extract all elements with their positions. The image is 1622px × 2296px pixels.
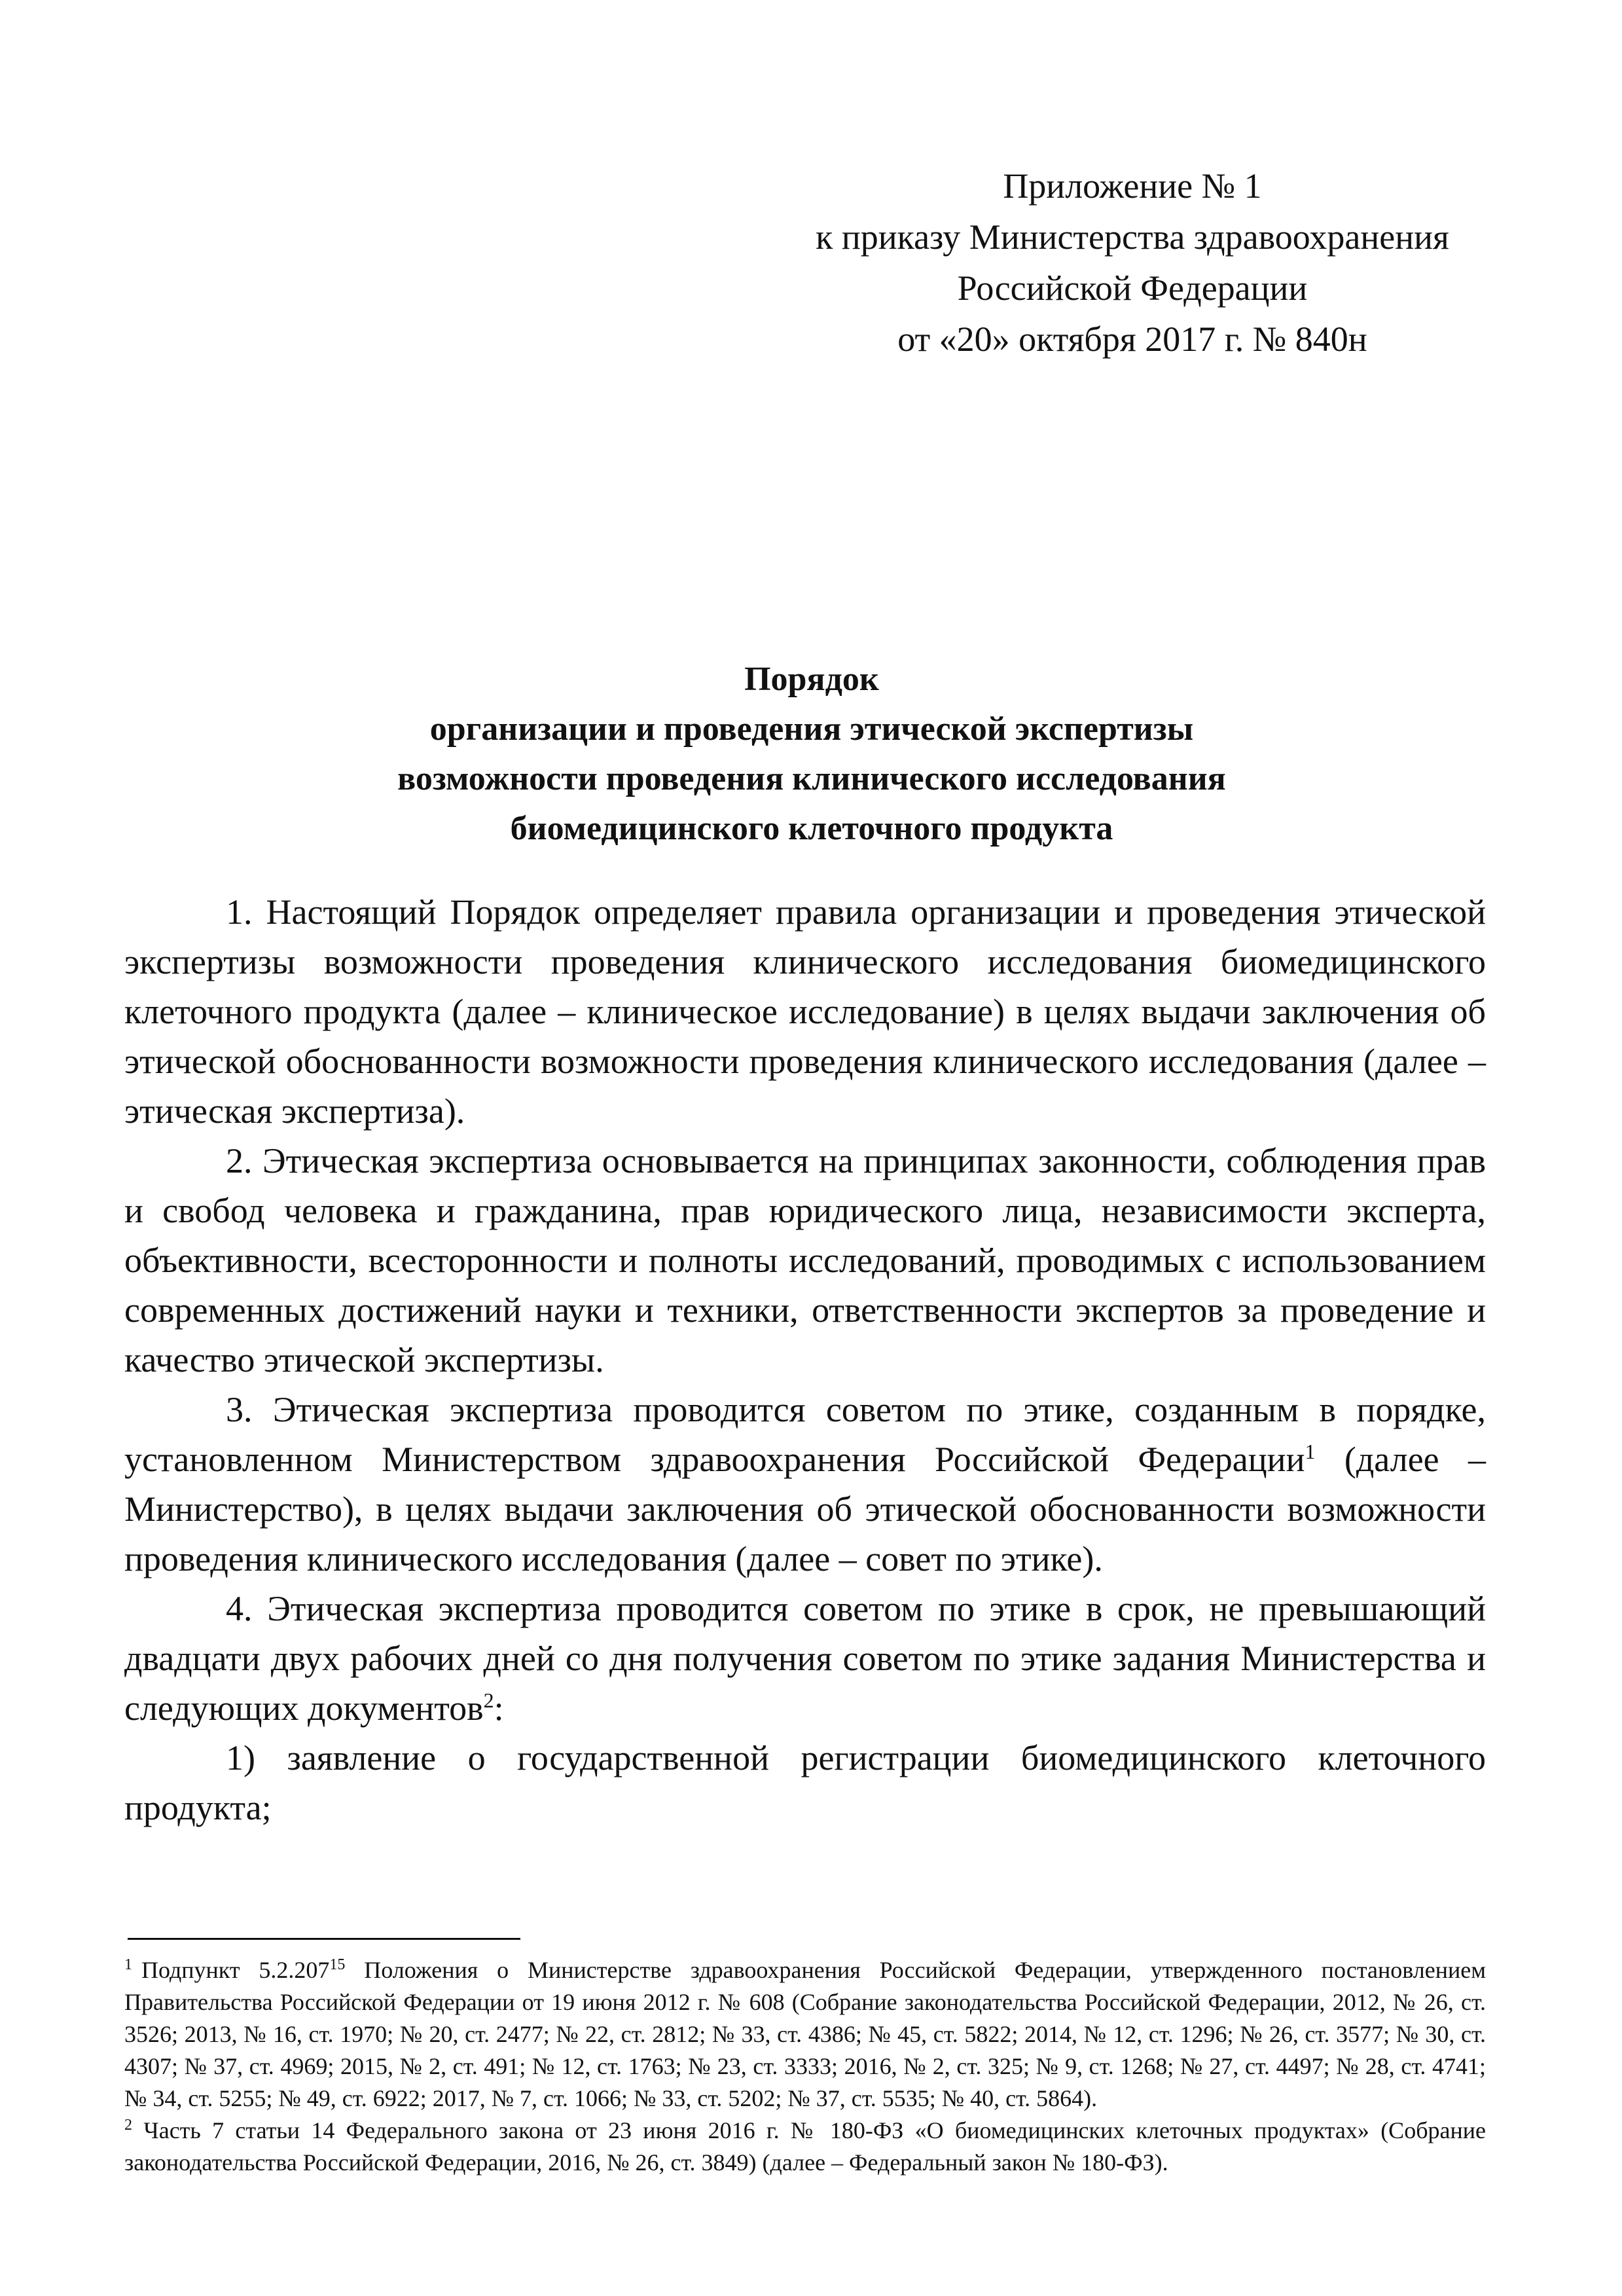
paragraph-1: 1. Настоящий Порядок определяет правила организации и проведения этической экспертизы возможности проведения клинического исследования биомедицинского клеточного продукта (далее – клиническое исследование) в целях выдачи заключения об этической обоснованности возможности проведения клинического исследования (далее – этическая экспертиза). (124, 892, 1486, 1131)
paragraph-3-text-a: 3. Этическая экспертиза проводится советом по этике, созданным в порядке, установленном Министерством здравоохранения Российской Федерации (124, 1390, 1486, 1479)
paragraph-4-text-a: 4. Этическая экспертиза проводится советом по этике в срок, не превышающий двадцати двух рабочих дней со дня получения советом по этике задания Министерства и следующих документов (124, 1589, 1486, 1728)
footnote-2-text: Часть 7 статьи 14 Федерального закона от 23 июня 2016 г. № 180-ФЗ «О биомедицинских клеточных продуктах» (Собрание законодательства Российской Федерации, 2016, № 26, ст. 3849) (далее – Федеральный закон № 180-ФЗ). (124, 2117, 1486, 2176)
footnote-1 (124, 1954, 1486, 2115)
title-line-2: организации и проведения этической экспертизы (429, 710, 1194, 748)
order-reference: к приказу Министерства здравоохранения (816, 217, 1449, 257)
footnote-1-sup: 15 (329, 1956, 346, 1973)
footnotes (124, 1954, 1486, 2179)
title-line-3: возможности проведения клинического исследования (397, 760, 1226, 797)
list-item-1: 1) заявление о государственной регистрации биомедицинского клеточного продукта; (124, 1738, 1486, 1827)
footnote-1-text-b: Положения о Министерстве здравоохранения Российской Федерации, утвержденного постановлением Правительства Российской Федерации от 19 июня 2012 г. № 608 (Собрание законодательства Российской Федерации, 2012, № 26, ст. 3526; 2013, № 16, ст. 1970; № 20, ст. 2477; № 22, ст. 2812; № 33, ст. 4386; № 45, ст. 5822; 2014, № 12, ст. 1296; № 26, ст. 3577; № 30, ст. 4307; № 37, ст. 4969; 2015, № 2, ст. 491; № 12, ст. 1763; № 23, ст. 3333; 2016, № 2, ст. 325; № 9, ст. 1268; № 27, ст. 4497; № 28, ст. 4741; № 34, ст. 5255; № 49, ст. 6922; 2017, № 7, ст. 1066; № 33, ст. 5202; № 37, ст. 5535; № 40, ст. 5864). (124, 1957, 1486, 2111)
paragraph-4-text-b: : (494, 1688, 504, 1728)
appendix-number: Приложение № 1 (1003, 166, 1262, 206)
paragraph-4 (124, 1584, 1486, 1733)
footnote-2-mark: 2 (124, 2117, 132, 2134)
paragraph-2: 2. Этическая экспертиза основывается на принципах законности, соблюдения прав и свобод человека и гражданина, прав юридического лица, независимости эксперта, объективности, всесторонности и полноты исследований, проводимых с использованием современных достижений науки и техники, ответственности экспертов за проведение и качество этической экспертизы. (124, 1141, 1486, 1379)
footnote-ref-2: 2 (483, 1688, 494, 1712)
footnote-1-text-a: Подпункт 5.2.207 (141, 1957, 330, 1983)
footnote-divider (128, 1938, 520, 1940)
document-title (131, 655, 1492, 854)
order-date-number: от «20» октября 2017 г. № 840н (897, 319, 1367, 359)
footnote-1-mark: 1 (124, 1956, 132, 1973)
footnote-ref-1: 1 (1305, 1440, 1316, 1463)
paragraph-3 (124, 1385, 1486, 1584)
order-authority: Российской Федерации (957, 268, 1308, 308)
title-line-4: биомедицинского клеточного продукта (510, 810, 1113, 847)
document-body (124, 887, 1486, 1832)
title-line-1: Порядок (744, 661, 879, 698)
paragraph-3-text-b: (далее – Министерство), в целях выдачи заключения об этической обоснованности возможности проведения клинического исследования (далее – совет по этике). (124, 1440, 1486, 1578)
footnote-2 (124, 2115, 1486, 2179)
appendix-header (772, 160, 1492, 365)
